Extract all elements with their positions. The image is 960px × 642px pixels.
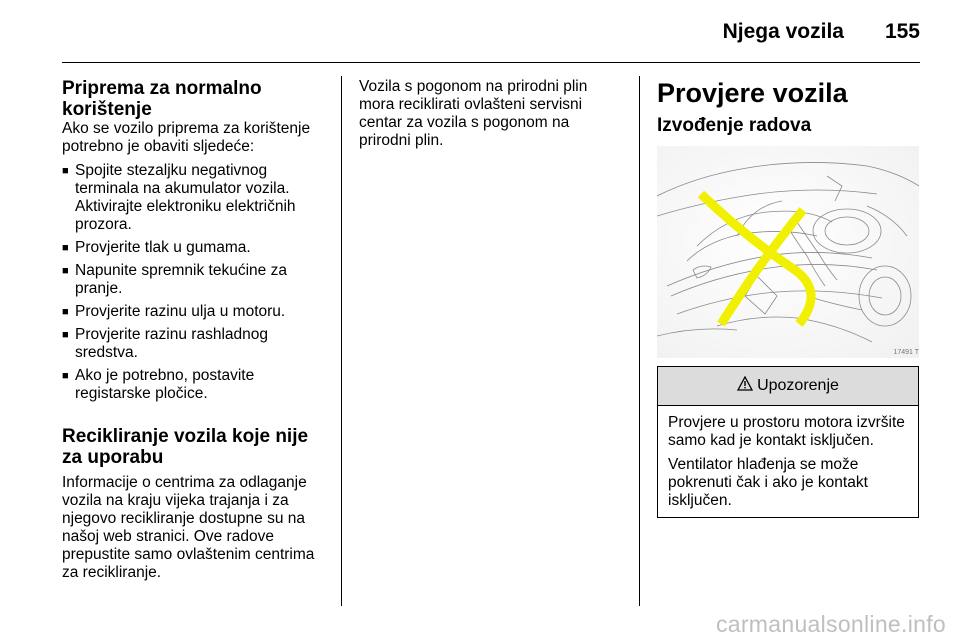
warning-text-1: Provjere u prostoru motora izvršite samo kad je kontakt isključen. [668, 414, 905, 449]
image-code: 17491 T [893, 349, 919, 356]
column-divider [639, 76, 640, 606]
column-right [657, 78, 919, 137]
section-heading-vehicle-checks: Provjere vozila [657, 78, 848, 108]
warning-header [658, 367, 918, 406]
page-number: 155 [884, 20, 920, 43]
list-item: ■ Provjerite tlak u gumama. [62, 239, 251, 256]
square-bullet-icon: ■ [62, 306, 69, 318]
engine-bay-illustration [657, 146, 919, 358]
square-bullet-icon: ■ [62, 265, 69, 277]
list-item: ■ Spojite stezaljku negativnog terminala na akumulator vozila. Aktivirajte elektroniku električnih prozora. [62, 162, 296, 233]
column-divider [341, 76, 342, 606]
list-item: ■ Napunite spremnik tekućine za pranje. [62, 262, 287, 297]
warning-text-2: Ventilator hlađenja se može pokrenuti čak i ako je kontakt isključen. [668, 456, 868, 509]
intro-text: Ako se vozilo priprema za korištenje potrebno je obaviti sljedeće: [62, 120, 311, 155]
warning-body [658, 406, 918, 510]
list-item: ■ Provjerite razinu rashladnog sredstva. [62, 326, 268, 361]
natural-gas-text: Vozila s pogonom na prirodni plin mora reciklirati ovlašteni servisni centar za vozila s pogonom na prirodni plin. [359, 78, 588, 149]
recycling-text: Informacije o centrima za odlaganje vozila na kraju vijeka trajanja i za njegovo recikliranje dostupne su na našoj web stranici. Ove radove prepustite samo ovlaštenim centrima za recikliranje. [62, 474, 315, 581]
page-header [62, 0, 920, 63]
column-left [62, 78, 332, 582]
subheading-performing-work: Izvođenje radova [657, 115, 812, 136]
square-bullet-icon: ■ [62, 242, 69, 254]
engine-crossed-out-icon [657, 146, 919, 358]
square-bullet-icon: ■ [62, 165, 69, 177]
square-bullet-icon: ■ [62, 329, 69, 341]
warning-title: Upozorenje [757, 377, 839, 394]
section-heading-recycling: Recikliranje vozila koje nije za uporabu [62, 426, 309, 468]
warning-triangle-icon [737, 376, 753, 396]
column-middle [359, 78, 619, 150]
watermark: carmanualsonline.info [715, 611, 946, 637]
list-item: ■ Provjerite razinu ulja u motoru. [62, 303, 286, 320]
checklist [62, 162, 332, 403]
chapter-title: Njega vozila [722, 20, 844, 43]
section-heading-preparation: Priprema za normalno korištenje [62, 78, 262, 120]
warning-box [657, 366, 919, 518]
square-bullet-icon: ■ [62, 370, 69, 382]
list-item: ■ Ako je potrebno, postavite registarske pločice. [62, 367, 255, 402]
